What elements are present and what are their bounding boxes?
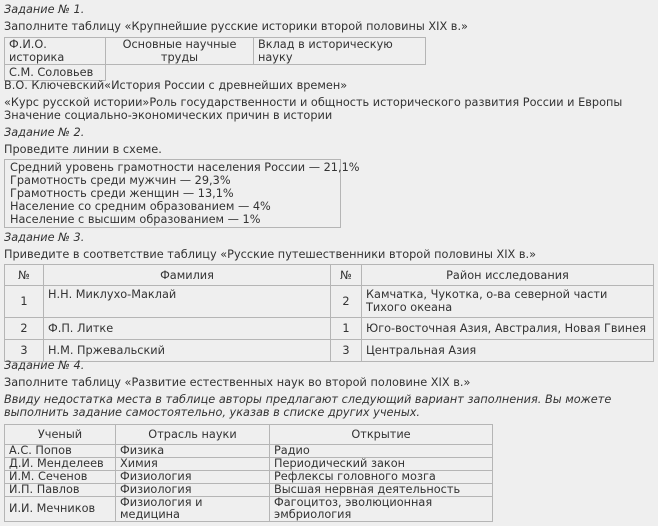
science-field: Физика	[116, 445, 270, 458]
historians-table	[4, 37, 426, 81]
region-number: 3	[331, 340, 362, 362]
table-header-row	[5, 425, 493, 445]
science-field: Физиология и медицина	[116, 497, 270, 522]
task1-line: В.О. Ключевский«История России с древнейших времен»	[4, 79, 348, 92]
task3-heading: Задание № 3.	[4, 231, 85, 244]
row-number: 3	[5, 340, 44, 362]
header-cell: Основные научные труды	[106, 38, 254, 65]
region-name: Камчатка, Чукотка, о-ва северной части Тихого океана	[362, 286, 654, 318]
scientist-name: И.П. Павлов	[5, 484, 116, 497]
table-row	[5, 286, 654, 318]
discovery: Радио	[270, 445, 493, 458]
header-cell: Ученый	[5, 425, 116, 445]
table-row	[5, 340, 654, 362]
science-field: Химия	[116, 458, 270, 471]
literacy-item: Население со средним образованием — 4%	[10, 200, 271, 213]
scientist-name: И.И. Мечников	[5, 497, 116, 522]
header-cell: Открытие	[270, 425, 493, 445]
region-name: Центральная Азия	[362, 340, 654, 362]
header-cell: Ф.И.О. историка	[5, 38, 106, 65]
scientist-name: А.С. Попов	[5, 445, 116, 458]
task3-instruction: Приведите в соответствие таблицу «Русские путешественники второй половины XIX в.»	[4, 248, 537, 261]
table-row	[5, 458, 493, 471]
traveler-name: Ф.П. Литке	[44, 318, 331, 340]
science-field: Физиология	[116, 471, 270, 484]
header-cell: №	[5, 265, 44, 286]
table-row	[5, 484, 493, 497]
task2-heading: Задание № 2.	[4, 126, 85, 139]
header-cell: Фамилия	[44, 265, 331, 286]
task1-heading: Задание № 1.	[4, 3, 85, 16]
table-row	[5, 497, 493, 522]
literacy-item: Грамотность среди мужчин — 29,3%	[10, 174, 231, 187]
historian-name: С.М. Соловьев	[5, 65, 106, 81]
travelers-table	[4, 264, 654, 362]
task4-note: выполнить задание самостоятельно, указав в списке других ученых.	[4, 406, 421, 419]
task1-line: Значение социально-экономических причин в истории	[4, 109, 333, 122]
header-cell: Район исследования	[362, 265, 654, 286]
traveler-name: Н.Н. Миклухо-Маклай	[44, 286, 331, 318]
scientist-name: Д.И. Менделеев	[5, 458, 116, 471]
header-cell: Отрасль науки	[116, 425, 270, 445]
task4-instruction: Заполните таблицу «Развитие естественных наук во второй половине XIX в.»	[4, 376, 471, 389]
task1-instruction: Заполните таблицу «Крупнейшие русские историки второй половины XIX в.»	[4, 20, 468, 33]
region-number: 2	[331, 286, 362, 318]
task1-line: «Курс русской истории»Роль государственности и общность исторического развития России и Европы	[4, 96, 623, 109]
science-field: Физиология	[116, 484, 270, 497]
discovery: Фагоцитоз, эволюционная эмбриология	[270, 497, 493, 522]
table-row	[5, 318, 654, 340]
literacy-item: Средний уровень грамотности населения России — 21,1%	[10, 161, 360, 174]
row-number: 2	[5, 318, 44, 340]
discovery: Рефлексы головного мозга	[270, 471, 493, 484]
table-row	[5, 445, 493, 458]
task2-instruction: Проведите линии в схеме.	[4, 143, 162, 156]
traveler-name: Н.М. Пржевальский	[44, 340, 331, 362]
scientist-name: И.М. Сеченов	[5, 471, 116, 484]
table-header-row	[5, 265, 654, 286]
discovery: Высшая нервная деятельность	[270, 484, 493, 497]
table-row	[5, 471, 493, 484]
literacy-item: Грамотность среди женщин — 13,1%	[10, 187, 234, 200]
table-header-row	[5, 38, 426, 65]
region-name: Юго-восточная Азия, Австралия, Новая Гвинея	[362, 318, 654, 340]
literacy-item: Население с высшим образованием — 1%	[10, 213, 261, 226]
discovery: Периодический закон	[270, 458, 493, 471]
row-number: 1	[5, 286, 44, 318]
task4-note: Ввиду недостатка места в таблице авторы предлагают следующий вариант заполнения. Вы можете	[4, 393, 612, 406]
header-cell: №	[331, 265, 362, 286]
region-number: 1	[331, 318, 362, 340]
task4-heading: Задание № 4.	[4, 359, 85, 372]
science-table	[4, 424, 493, 522]
header-cell: Вклад в историческую науку	[254, 38, 426, 65]
